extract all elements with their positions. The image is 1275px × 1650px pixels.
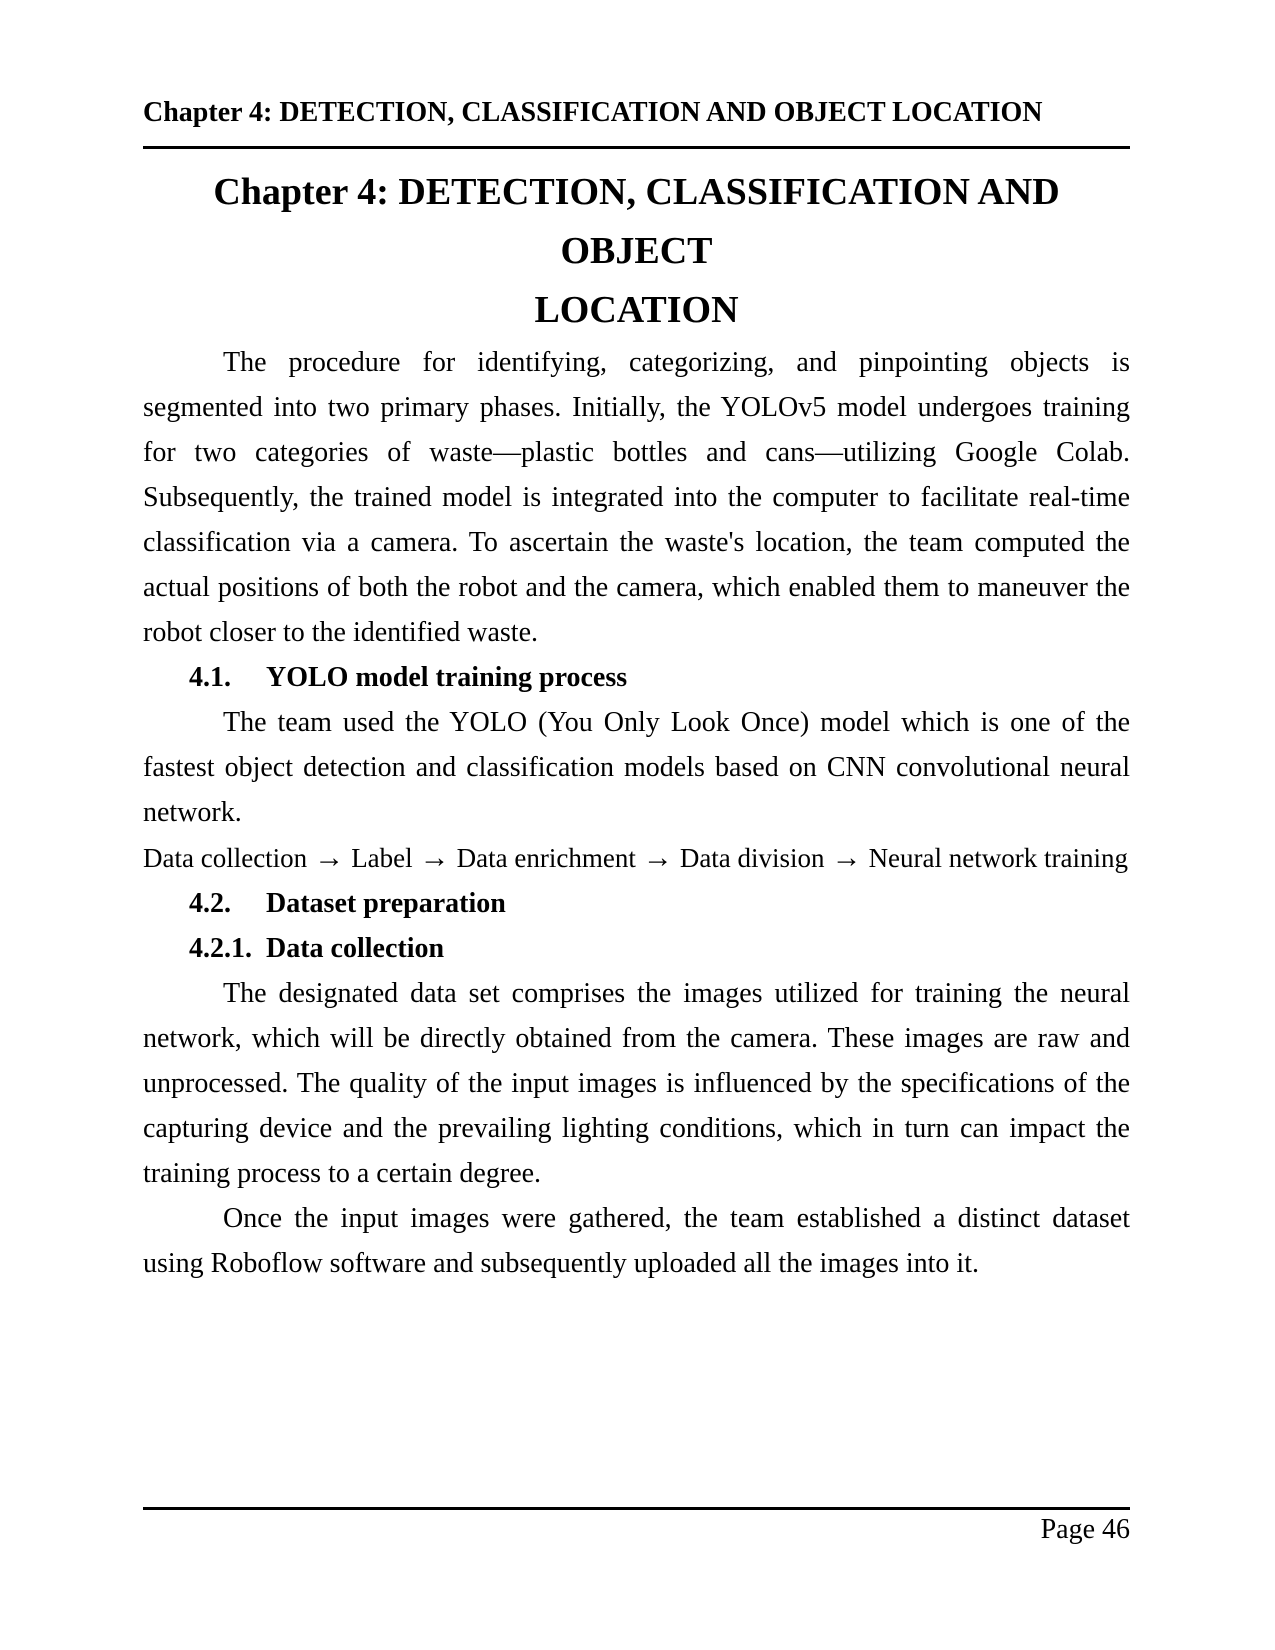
section-title: Dataset preparation: [266, 888, 506, 919]
body-text: [143, 340, 1130, 1286]
section-heading-4-1: [143, 655, 1130, 700]
flow-step-label: Label: [351, 843, 413, 873]
section-heading-4-2-1: [143, 926, 1130, 971]
right-arrow-icon: →: [314, 841, 345, 874]
section-title: YOLO model training process: [266, 662, 628, 693]
running-header: [143, 96, 1130, 149]
page-footer: [143, 1507, 1130, 1550]
right-arrow-icon: →: [642, 841, 673, 874]
chapter-title-line1: Chapter 4: DETECTION, CLASSIFICATION AND OBJECT: [213, 171, 1060, 272]
section-number: 4.2.1.: [189, 933, 252, 964]
section-title: Data collection: [266, 933, 445, 964]
flow-step-data-collection: Data collection: [143, 843, 308, 873]
section-heading-4-2: [143, 881, 1130, 926]
page-number: Page 46: [1040, 1514, 1130, 1545]
section-number: 4.1.: [189, 662, 231, 693]
right-arrow-icon: →: [419, 841, 450, 874]
section-number: 4.2.: [189, 888, 231, 919]
chapter-title-line2: LOCATION: [534, 289, 739, 331]
flow-step-data-enrichment: Data enrichment: [456, 843, 636, 873]
right-arrow-icon: →: [831, 841, 862, 874]
chapter-title: [143, 163, 1130, 340]
header-rule: [143, 146, 1130, 149]
paragraph-dataset: The designated data set comprises the images utilized for training the neural network, which will be directly obtained from the camera. These images are raw and unprocessed. The quality of the input images is influenced by the specifications of the capturing device and the prevailing lighting conditions, which in turn can impact the training process to a certain degree.: [143, 978, 1130, 1189]
paragraph-yolo: The team used the YOLO (You Only Look Once) model which is one of the fastest object detection and classification models based on CNN convolutional neural network.: [143, 707, 1130, 828]
paragraph-intro: The procedure for identifying, categorizing, and pinpointing objects is segmented into two primary phases. Initially, the YOLOv5 model undergoes training for two categories of waste—plastic bottles and cans—utilizing Google Colab. Subsequently, the trained model is integrated into the computer to facilitate real-time classification via a camera. To ascertain the waste's location, the team computed the actual positions of both the robot and the camera, which enabled them to maneuver the robot closer to the identified waste.: [143, 347, 1130, 648]
paragraph-roboflow: Once the input images were gathered, the team established a distinct dataset using Roboflow software and subsequently uploaded all the images into it.: [143, 1203, 1130, 1279]
process-flow-line: [143, 835, 1130, 881]
flow-step-data-division: Data division: [679, 843, 825, 873]
running-header-text: Chapter 4: DETECTION, CLASSIFICATION AND OBJECT LOCATION: [143, 97, 1043, 128]
flow-step-training: Neural network training: [868, 843, 1128, 873]
